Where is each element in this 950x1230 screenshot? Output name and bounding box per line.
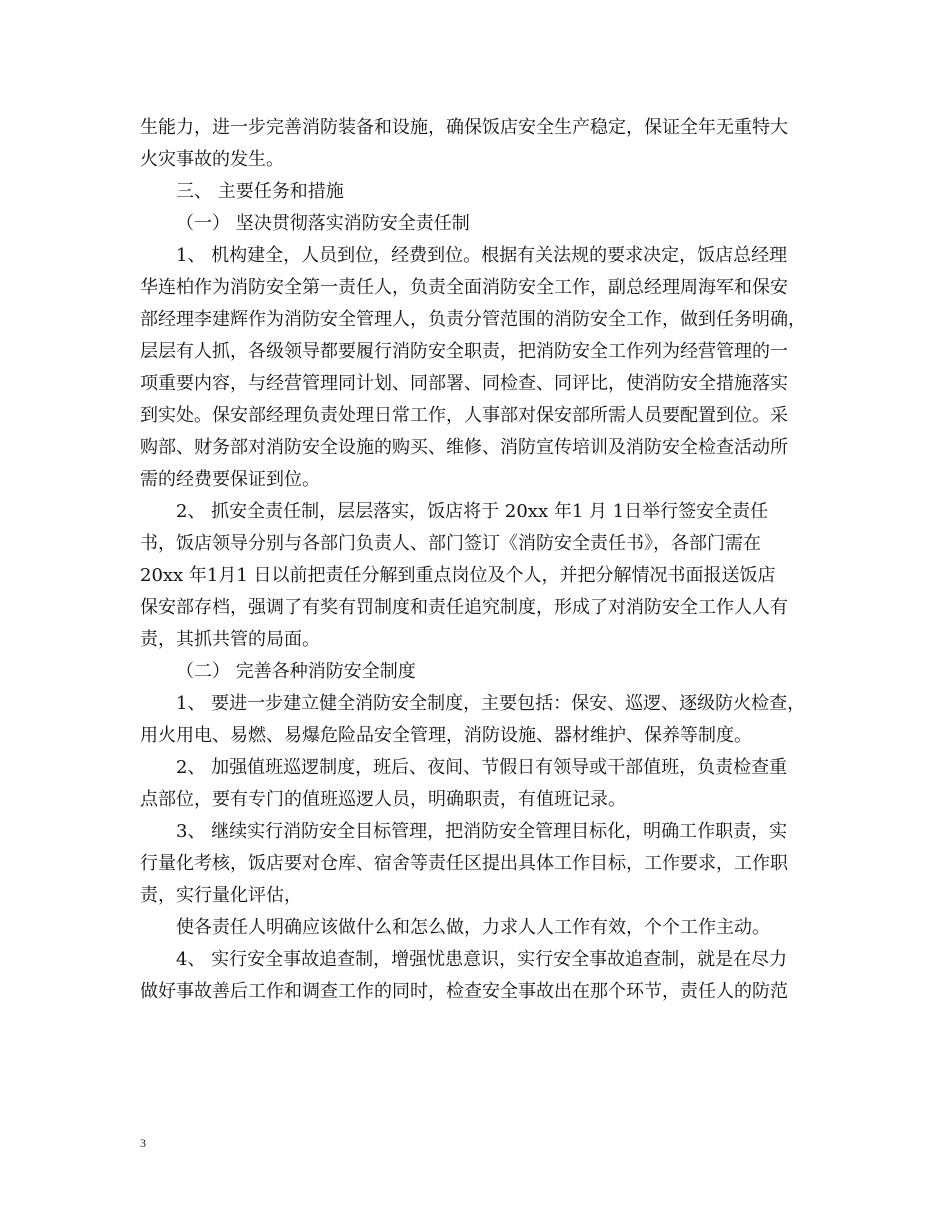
text-line: 书，饭店领导分别与各部门负责人、部门签订《消防安全责任书》，各部门需在 <box>140 533 761 554</box>
text-line: 1、 机构建全，人员到位，经费到位。根据有关法规的要求决定，饭店总经理 <box>176 245 788 266</box>
text-line: 部经理李建辉作为消防安全管理人，负责分管范围的消防安全工作，做到任务明确， <box>140 309 806 330</box>
text-line: 1、 要进一步建立健全消防安全制度，主要包括：保安、巡逻、逐级防火检查， <box>176 693 806 714</box>
text-line: 生能力，进一步完善消防装备和设施，确保饭店安全生产稳定，保证全年无重特大 <box>140 117 788 138</box>
text-line: 项重要内容，与经营管理同计划、同部署、同检查、同评比，使消防安全措施落实 <box>140 373 788 394</box>
text-line: 责，其抓共管的局面。 <box>140 629 320 650</box>
text-line: 使各责任人明确应该做什么和怎么做，力求人人工作有效，个个工作主动。 <box>176 917 770 938</box>
text-line: 用火用电、易燃、易爆危险品安全管理，消防设施、器材维护、保养等制度。 <box>140 725 752 746</box>
text-line: 三、 主要任务和措施 <box>176 181 344 202</box>
text-line: 华连柏作为消防安全第一责任人，负责全面消防安全工作，副总经理周海军和保安 <box>140 277 788 298</box>
text-line: 2、 加强值班巡逻制度，班后、夜间、节假日有领导或干部值班，负责检查重 <box>176 757 788 778</box>
text-line: 行量化考核，饭店要对仓库、宿舍等责任区提出具体工作目标，工作要求，工作职 <box>140 853 788 874</box>
text-line: 点部位，要有专门的值班巡逻人员，明确职责，有值班记录。 <box>140 789 626 810</box>
text-line: 做好事故善后工作和调查工作的同时，检查安全事故出在那个环节，责任人的防范 <box>140 981 788 1002</box>
text-line: 4、 实行安全事故追查制，增强忧患意识，实行安全事故追查制，就是在尽力 <box>176 949 788 970</box>
text-line: （二） 完善各种消防安全制度 <box>176 661 416 682</box>
text-line: 责，实行量化评估， <box>140 885 302 906</box>
text-line: 3、 继续实行消防安全目标管理，把消防安全管理目标化，明确工作职责，实 <box>176 821 788 842</box>
text-line: 20xx 年1月1 日以前把责任分解到重点岗位及个人，并把分解情况书面报送饭店 <box>140 565 776 586</box>
document-body <box>140 112 812 1008</box>
text-line: 需的经费要保证到位。 <box>140 469 320 490</box>
text-line: 购部、财务部对消防安全设施的购买、维修、消防宣传培训及消防安全检查活动所 <box>140 437 788 458</box>
text-line: 2、 抓安全责任制，层层落实，饭店将于 20xx 年1 月 1日举行签安全责任 <box>176 501 769 522</box>
text-line: 层层有人抓，各级领导都要履行消防安全职责，把消防安全工作列为经营管理的一 <box>140 341 788 362</box>
text-line: （一） 坚决贯彻落实消防安全责任制 <box>176 213 470 234</box>
text-line: 火灾事故的发生。 <box>140 149 284 170</box>
text-line: 保安部存档，强调了有奖有罚制度和责任追究制度，形成了对消防安全工作人人有 <box>140 597 788 618</box>
page-number: 3 <box>140 1136 146 1150</box>
text-line: 到实处。保安部经理负责处理日常工作，人事部对保安部所需人员要配置到位。采 <box>140 405 788 426</box>
